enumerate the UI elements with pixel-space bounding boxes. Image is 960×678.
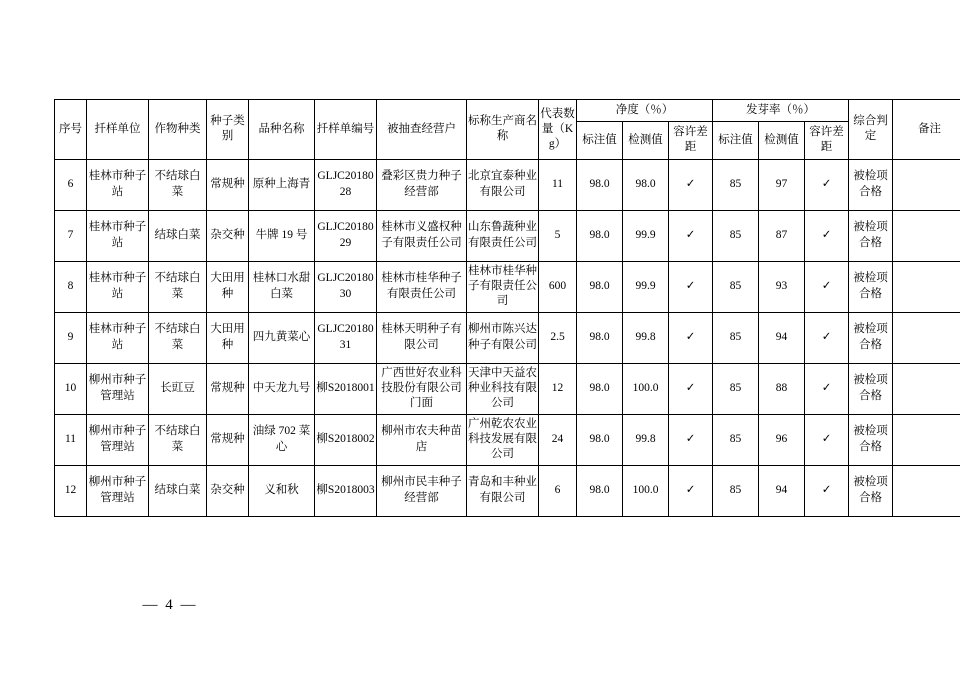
- cell-quantity: 11: [539, 159, 577, 210]
- cell-germ-tolerance: ✓: [805, 414, 849, 465]
- cell-purity-tolerance: ✓: [669, 159, 713, 210]
- cell-sample-no: GLJC2018029: [315, 210, 377, 261]
- cell-purity-test: 99.9: [623, 261, 669, 312]
- header-purity-tolerance: 容许差距: [669, 122, 713, 159]
- cell-seq: 10: [55, 363, 87, 414]
- cell-purity-test: 98.0: [623, 159, 669, 210]
- cell-variety-name: 油绿 702 菜心: [249, 414, 315, 465]
- cell-germ-test: 88: [759, 363, 805, 414]
- cell-sampling-unit: 桂林市种子站: [87, 312, 149, 363]
- cell-remark: [893, 261, 960, 312]
- cell-purity-tolerance: ✓: [669, 465, 713, 516]
- cell-remark: [893, 465, 960, 516]
- cell-purity-tolerance: ✓: [669, 312, 713, 363]
- cell-seq: 12: [55, 465, 87, 516]
- cell-sample-no: GLJC2018030: [315, 261, 377, 312]
- cell-germ-test: 94: [759, 465, 805, 516]
- cell-germ-label: 85: [713, 261, 759, 312]
- cell-seed-category: 杂交种: [207, 465, 249, 516]
- cell-producer: 广州乾农农业科技发展有限公司: [467, 414, 539, 465]
- cell-germ-tolerance: ✓: [805, 210, 849, 261]
- header-germ-tolerance: 容许差距: [805, 122, 849, 159]
- cell-variety-name: 桂林口水甜白菜: [249, 261, 315, 312]
- table-row: [55, 159, 960, 210]
- cell-variety-name: 牛牌 19 号: [249, 210, 315, 261]
- header-germ-label-value: 标注值: [713, 122, 759, 159]
- cell-quantity: 24: [539, 414, 577, 465]
- cell-purity-label: 98.0: [577, 210, 623, 261]
- cell-quantity: 2.5: [539, 312, 577, 363]
- cell-germ-tolerance: ✓: [805, 312, 849, 363]
- cell-purity-test: 100.0: [623, 363, 669, 414]
- header-purity-label-value: 标注值: [577, 122, 623, 159]
- cell-germ-test: 87: [759, 210, 805, 261]
- header-crop-type: 作物种类: [149, 100, 207, 160]
- cell-quantity: 5: [539, 210, 577, 261]
- cell-seed-category: 常规种: [207, 159, 249, 210]
- cell-producer: 柳州市陈兴达种子有限公司: [467, 312, 539, 363]
- cell-variety-name: 四九黄菜心: [249, 312, 315, 363]
- cell-germ-test: 97: [759, 159, 805, 210]
- cell-purity-tolerance: ✓: [669, 210, 713, 261]
- cell-purity-label: 98.0: [577, 414, 623, 465]
- cell-crop-type: 不结球白菜: [149, 414, 207, 465]
- inspection-results-table-container: [54, 99, 942, 517]
- cell-remark: [893, 363, 960, 414]
- cell-sample-no: 柳S2018003: [315, 465, 377, 516]
- cell-verdict: 被检项合格: [849, 210, 893, 261]
- cell-crop-type: 结球白菜: [149, 210, 207, 261]
- cell-seq: 7: [55, 210, 87, 261]
- header-sampling-unit: 扦样单位: [87, 100, 149, 160]
- cell-seed-category: 大田用种: [207, 261, 249, 312]
- cell-verdict: 被检项合格: [849, 312, 893, 363]
- cell-operator: 桂林市桂华种子有限责任公司: [377, 261, 467, 312]
- cell-variety-name: 中天龙九号: [249, 363, 315, 414]
- cell-producer: 北京宜泰种业有限公司: [467, 159, 539, 210]
- cell-germ-label: 85: [713, 465, 759, 516]
- cell-verdict: 被检项合格: [849, 159, 893, 210]
- cell-variety-name: 义和秋: [249, 465, 315, 516]
- table-row: [55, 312, 960, 363]
- header-germination-group: 发芽率（％）: [713, 100, 849, 122]
- cell-sample-no: 柳S2018002: [315, 414, 377, 465]
- cell-seq: 8: [55, 261, 87, 312]
- cell-crop-type: 不结球白菜: [149, 261, 207, 312]
- cell-purity-tolerance: ✓: [669, 363, 713, 414]
- cell-purity-label: 98.0: [577, 465, 623, 516]
- cell-germ-label: 85: [713, 363, 759, 414]
- table-row: [55, 414, 960, 465]
- cell-producer: 青岛和丰种业有限公司: [467, 465, 539, 516]
- cell-seed-category: 常规种: [207, 363, 249, 414]
- cell-operator: 桂林天明种子有限公司: [377, 312, 467, 363]
- inspection-results-table: [54, 99, 960, 517]
- page-number: — 4 —: [142, 597, 198, 613]
- cell-purity-test: 100.0: [623, 465, 669, 516]
- cell-seq: 11: [55, 414, 87, 465]
- cell-producer: 桂林市桂华种子有限责任公司: [467, 261, 539, 312]
- cell-variety-name: 原种上海青: [249, 159, 315, 210]
- cell-remark: [893, 414, 960, 465]
- header-germ-test-value: 检测值: [759, 122, 805, 159]
- cell-operator: 柳州市农夫种苗店: [377, 414, 467, 465]
- cell-sample-no: 柳S2018001: [315, 363, 377, 414]
- cell-verdict: 被检项合格: [849, 465, 893, 516]
- header-producer: 标称生产商名称: [467, 100, 539, 160]
- cell-crop-type: 长豇豆: [149, 363, 207, 414]
- header-verdict: 综合判定: [849, 100, 893, 160]
- cell-remark: [893, 312, 960, 363]
- cell-operator: 叠彩区贵力种子经营部: [377, 159, 467, 210]
- cell-germ-tolerance: ✓: [805, 159, 849, 210]
- cell-verdict: 被检项合格: [849, 363, 893, 414]
- cell-producer: 天津中天益农种业科技有限公司: [467, 363, 539, 414]
- cell-crop-type: 不结球白菜: [149, 312, 207, 363]
- cell-operator: 桂林市义盛权种子有限责任公司: [377, 210, 467, 261]
- header-operator: 被抽查经营户: [377, 100, 467, 160]
- cell-sample-no: GLJC2018031: [315, 312, 377, 363]
- page-footer: [0, 596, 960, 614]
- table-row: [55, 465, 960, 516]
- cell-germ-test: 96: [759, 414, 805, 465]
- table-body: [55, 159, 960, 516]
- cell-purity-label: 98.0: [577, 312, 623, 363]
- cell-germ-label: 85: [713, 312, 759, 363]
- cell-seq: 9: [55, 312, 87, 363]
- cell-verdict: 被检项合格: [849, 261, 893, 312]
- cell-purity-test: 99.9: [623, 210, 669, 261]
- header-sample-no: 扦样单编号: [315, 100, 377, 160]
- cell-sampling-unit: 桂林市种子站: [87, 261, 149, 312]
- header-purity-test-value: 检测值: [623, 122, 669, 159]
- cell-purity-test: 99.8: [623, 414, 669, 465]
- cell-crop-type: 不结球白菜: [149, 159, 207, 210]
- cell-crop-type: 结球白菜: [149, 465, 207, 516]
- cell-remark: [893, 159, 960, 210]
- table-row: [55, 210, 960, 261]
- cell-germ-tolerance: ✓: [805, 465, 849, 516]
- cell-verdict: 被检项合格: [849, 414, 893, 465]
- cell-quantity: 12: [539, 363, 577, 414]
- cell-germ-tolerance: ✓: [805, 261, 849, 312]
- cell-operator: 柳州市民丰种子经营部: [377, 465, 467, 516]
- cell-producer: 山东鲁蔬种业有限责任公司: [467, 210, 539, 261]
- table-row: [55, 363, 960, 414]
- table-header-row-1: [55, 100, 960, 122]
- cell-purity-label: 98.0: [577, 159, 623, 210]
- cell-remark: [893, 210, 960, 261]
- cell-seed-category: 杂交种: [207, 210, 249, 261]
- header-purity-group: 净度（％）: [577, 100, 713, 122]
- cell-germ-tolerance: ✓: [805, 363, 849, 414]
- cell-sample-no: GLJC2018028: [315, 159, 377, 210]
- cell-purity-label: 98.0: [577, 261, 623, 312]
- cell-quantity: 600: [539, 261, 577, 312]
- cell-sampling-unit: 桂林市种子站: [87, 159, 149, 210]
- cell-purity-label: 98.0: [577, 363, 623, 414]
- cell-seed-category: 大田用种: [207, 312, 249, 363]
- cell-germ-test: 93: [759, 261, 805, 312]
- cell-purity-tolerance: ✓: [669, 414, 713, 465]
- header-seed-category: 种子类别: [207, 100, 249, 160]
- cell-sampling-unit: 柳州市种子管理站: [87, 363, 149, 414]
- table-row: [55, 261, 960, 312]
- cell-sampling-unit: 柳州市种子管理站: [87, 414, 149, 465]
- cell-germ-label: 85: [713, 159, 759, 210]
- header-variety-name: 品种名称: [249, 100, 315, 160]
- cell-germ-label: 85: [713, 210, 759, 261]
- cell-sampling-unit: 桂林市种子站: [87, 210, 149, 261]
- header-remark: 备注: [893, 100, 960, 160]
- cell-germ-label: 85: [713, 414, 759, 465]
- cell-operator: 广西世好农业科技股份有限公司门面: [377, 363, 467, 414]
- header-quantity: 代表数量（Kg）: [539, 100, 577, 160]
- cell-purity-tolerance: ✓: [669, 261, 713, 312]
- cell-purity-test: 99.8: [623, 312, 669, 363]
- cell-germ-test: 94: [759, 312, 805, 363]
- cell-sampling-unit: 柳州市种子管理站: [87, 465, 149, 516]
- cell-seq: 6: [55, 159, 87, 210]
- cell-quantity: 6: [539, 465, 577, 516]
- header-seq: 序号: [55, 100, 87, 160]
- cell-seed-category: 常规种: [207, 414, 249, 465]
